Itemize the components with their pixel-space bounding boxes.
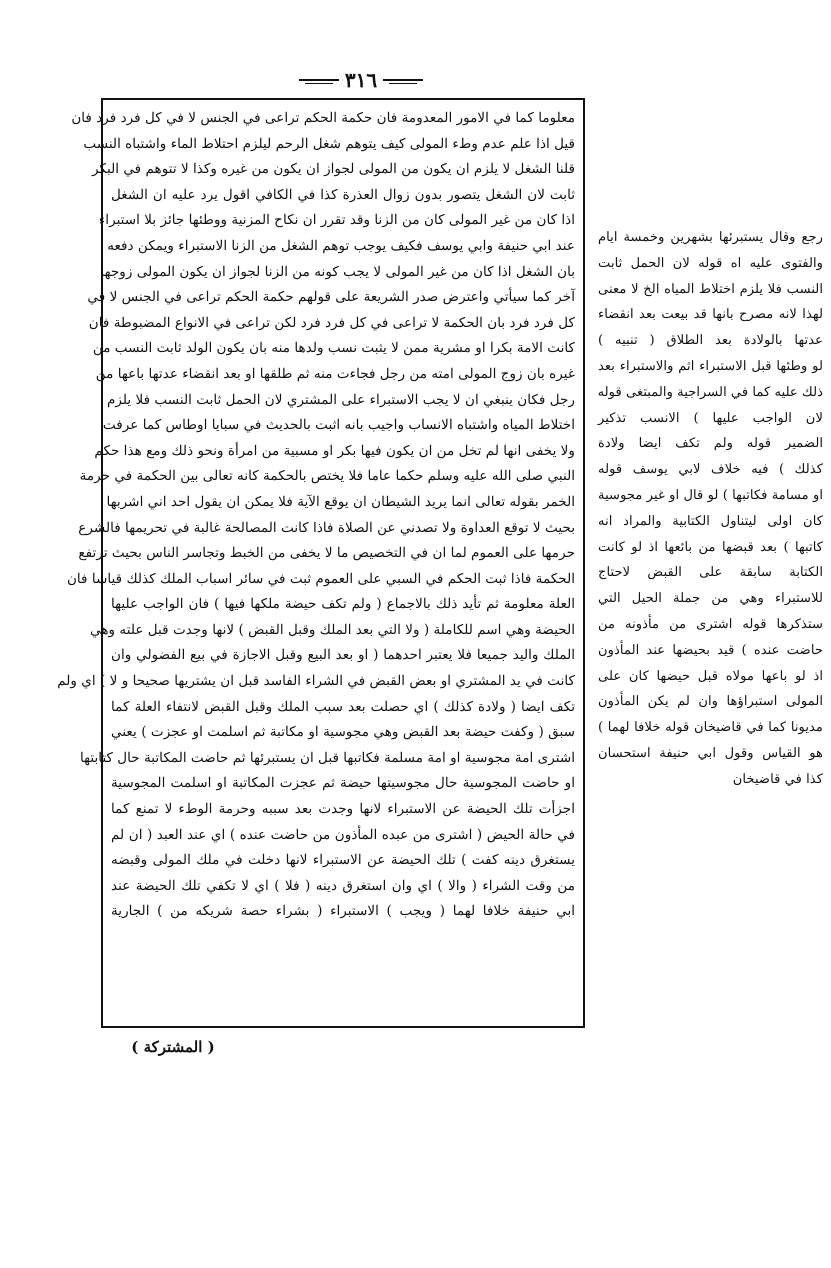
main-text-line: الحكمة فاذا ثبت الحكم في السبي على العموم ثبت في سائر اسباب الملك كذلك قياسا فان — [66, 570, 575, 587]
main-text-line: رجل فكان ينبغي ان لا يجب الاستبراء على المشتري لان الحمل ثابت النسب فلا يلزم — [106, 391, 575, 408]
page-header — [286, 62, 436, 98]
margin-text-line: ستذكرها قوله اشترى من مأذونه من — [598, 616, 823, 632]
margin-text-line: عدتها بالولادة بعد الطلاق ( تنبيه ) — [598, 333, 823, 349]
margin-commentary — [597, 225, 823, 787]
main-text-line: بحيث لا توقع العداوة ولا تصدني عن الصلاة فاذا كانت المصالحة غالبة في تحريمها فالشرع — [78, 519, 575, 536]
main-text-line: العلة معلومة ثم تأيد ذلك بالاجماع ( ولم تكف حيضة ملكها فيها ) فان الواجب عليها — [111, 596, 575, 613]
main-text-line: آخر كما سيأتي واعترض صدر الشريعة على قولهم حكمة الحكم تراعى في الجنس لا في — [87, 289, 575, 306]
left-ornament-icon — [299, 74, 339, 86]
margin-text-line: كذلك ) فيه خلاف لابي يوسف قوله — [598, 462, 823, 478]
margin-text-line: المولى استبراؤها وان لم يكن المأذون — [598, 694, 823, 710]
main-text-line: قيل اذا علم عدم وطء المولى كيف يتوهم شغل الرحم ليلزم احتلاط الماء واشتباه النسب — [83, 135, 575, 152]
margin-text-line: كذا في قاضيخان — [732, 771, 823, 787]
main-text-line: اذا كان من غير المولى كان من الزنا وقد تقرر ان نكاح المزنية ووطئها جائز بلا استبراء — [98, 212, 575, 229]
margin-text-line: كاتبها ) بعد قبضها من بائعها اذ لو كانت — [598, 539, 823, 555]
margin-text-line: لان الواجب عليها ) الانسب تذكير — [598, 410, 823, 426]
main-text-line: الملك واليد جميعا فلا يعتبر احدهما ( او بعد البيع وقبل الاجازة في بيع الفضولي وان — [111, 647, 575, 664]
margin-text-line: مديونا كما في قاضيخان قوله خلافا لهما ) — [598, 720, 823, 736]
margin-text-line: لو وطئها قبل الاستبراء اثم والاستبراء بعد — [598, 358, 823, 374]
main-text-line: ابي حنيفة خلافا لهما ( ويجب ) الاستبراء ( بشراء حصة شريكه من ) الجارية — [111, 903, 575, 920]
main-text-line: اجزأت تلك الحيضة عن الاستبراء لانها وجدت بعد سببه وحرمة الوطء لا تمنع كما — [111, 801, 575, 818]
margin-text-line: رجع وقال يستبرئها بشهرين وخمسة ايام — [598, 230, 823, 245]
margin-text-line: او مسامة فكاتبها ) لو قال او غير مجوسية — [598, 487, 823, 503]
right-ornament-icon — [383, 74, 423, 86]
main-text-line: معلوما كما في الامور المعدومة فان حكمة الحكم تراعى في الجنس لا في كل فرد فرد فان — [71, 110, 575, 126]
main-text-line: ولا يخفى انها لم تخل من ان يكون فيها بكر او مسبية من امرأة ونحو ذلك ومع هذا حكم — [94, 442, 575, 459]
margin-text-line: الضمير قوله ولم تكف ايضا ولادة — [598, 436, 823, 452]
main-text-line: كل فرد فرد بان الحكمة لا تراعى في كل فرد فرد لكن تراعى في الانواع المضبوطة فان — [88, 314, 575, 331]
main-text-line: الخمر بقوله تعالى انما يريد الشيطان ان يوقع الآية فلا يمكن ان يقول احد اني اشربها — [106, 493, 575, 510]
main-text-line: كانت في يد المشتري او بعض القبض في الشراء الفاسد قبل ان يشتريها صحيحا و لا ) اي ولم — [57, 673, 575, 690]
margin-text-line: حاضت عنده ) قيد بحيضها عند المأذون — [598, 642, 823, 658]
margin-text-line: ذلك عليه كما في السراجية والمبتغى قوله — [597, 384, 823, 400]
main-text-line: في حالة الحيض ( اشترى من عبده المأذون من حاضت عنده ) اي عند العبد ( ان لم — [111, 826, 575, 843]
margin-text-line: كان اولى ليتناول الكتابية والمراد انه — [598, 513, 823, 529]
main-text-line: من وقت الشراء ( والا ) اي وان استغرق دينه ( فلا ) اي لا تكفي تلك الحيضة عند — [111, 877, 575, 894]
main-text-line: يستغرق دينه كفت ) تلك الحيضة عن الاستبراء لانها دخلت في ملك المولى وقبضه — [111, 852, 575, 869]
margin-text-line: لهذا لانه مصرح بانها قد بيعت بعد انقضاء — [598, 307, 823, 323]
main-text-line: الحيضة وهي اسم للكاملة ( ولا التي بعد الملك وقبل القبض ) لانها وجدت قبل علته وهي — [90, 621, 575, 638]
main-text-line: سبق ( وكفت حيضة بعد القبض وهي مجوسية او مكاتبة ثم اسلمت او عجزت ) يعني — [111, 724, 575, 741]
page-number: ٣١٦ — [344, 68, 378, 92]
margin-text-line: الكتابة سابقة على القبض لاحتاج — [598, 565, 823, 581]
margin-text-line: للاستبراء وهي من جملة الحيل التي — [598, 591, 823, 607]
margin-text-line: اذ لو باعها مولاه قبل حيضها كان على — [598, 668, 823, 684]
main-text-line: حرمها على العموم لما ان في التخصيص ما لا يخفى من الخبط وتجاسر الناس بحيث ترتفع — [78, 545, 575, 562]
margin-text-line: النسب فلا يلزم اختلاط المياه الخ لا معنى — [598, 281, 823, 297]
main-text-line: غيره بان زوج المولى امته من رجل فجاءت منه ثم طلقها او بعد انقضاء عدتها باعها من — [95, 365, 575, 382]
main-text-line: تكف ايضا ( ولادة كذلك ) اي حصلت بعد سبب الملك وقبل القبض لانتفاء العلة كما — [111, 698, 575, 715]
main-text-line: او حاضت المجوسية حال مجوسيتها حيضة ثم عجزت المكاتبة او اسلمت المجوسية — [111, 775, 575, 792]
main-text-line: النبي صلى الله عليه وسلم حكما عاما فلا يختص بالحكمة كانه تعالى بين الحكمة في حرمة — [79, 468, 575, 485]
main-text-line: ثابت لان الشغل يتصور بدون زوال العذرة كذا في الكافي اقول يرد عليه ان الشغل — [111, 186, 575, 203]
catchword: ( المشتركة ) — [131, 1038, 215, 1056]
main-text-line: اختلاط المياه واشتباه الانساب واجيب بانه اثبت بالحديث في سبايا اوطاس كما عرفت — [102, 417, 575, 434]
main-text-line: كانت الامة بكرا او مشرية ممن لا يثبت نسب ولدها منه بان يكون الولد ثابت النسب من — [92, 340, 575, 357]
margin-text-line: هو القياس وقول ابي حنيفة استحسان — [598, 745, 823, 761]
main-text-block — [57, 98, 585, 1028]
main-text-line: قلنا الشغل لا يلزم ان يكون من المولى لجواز ان يكون من غيره وكذا لا تتوهم في البكر — [92, 161, 575, 178]
main-text-line: اشترى امة مجوسية او امة مسلمة فكاتبها قبل ان يستبرئها ثم حاضت المكاتبة حال كتابتها — [79, 749, 575, 766]
main-text-line: عند ابي حنيفة وابي يوسف فكيف يوجب توهم الشغل من الزنا الاستبراء ويمكن دفعه — [107, 237, 575, 254]
main-text-line: بان الشغل اذا كان من غير المولى لا يجب كونه من الزنا لجواز ان يكون المولى زوجها — [100, 263, 575, 280]
margin-text-line: والفتوى عليه اه قوله لان الحمل ثابت — [598, 255, 823, 271]
